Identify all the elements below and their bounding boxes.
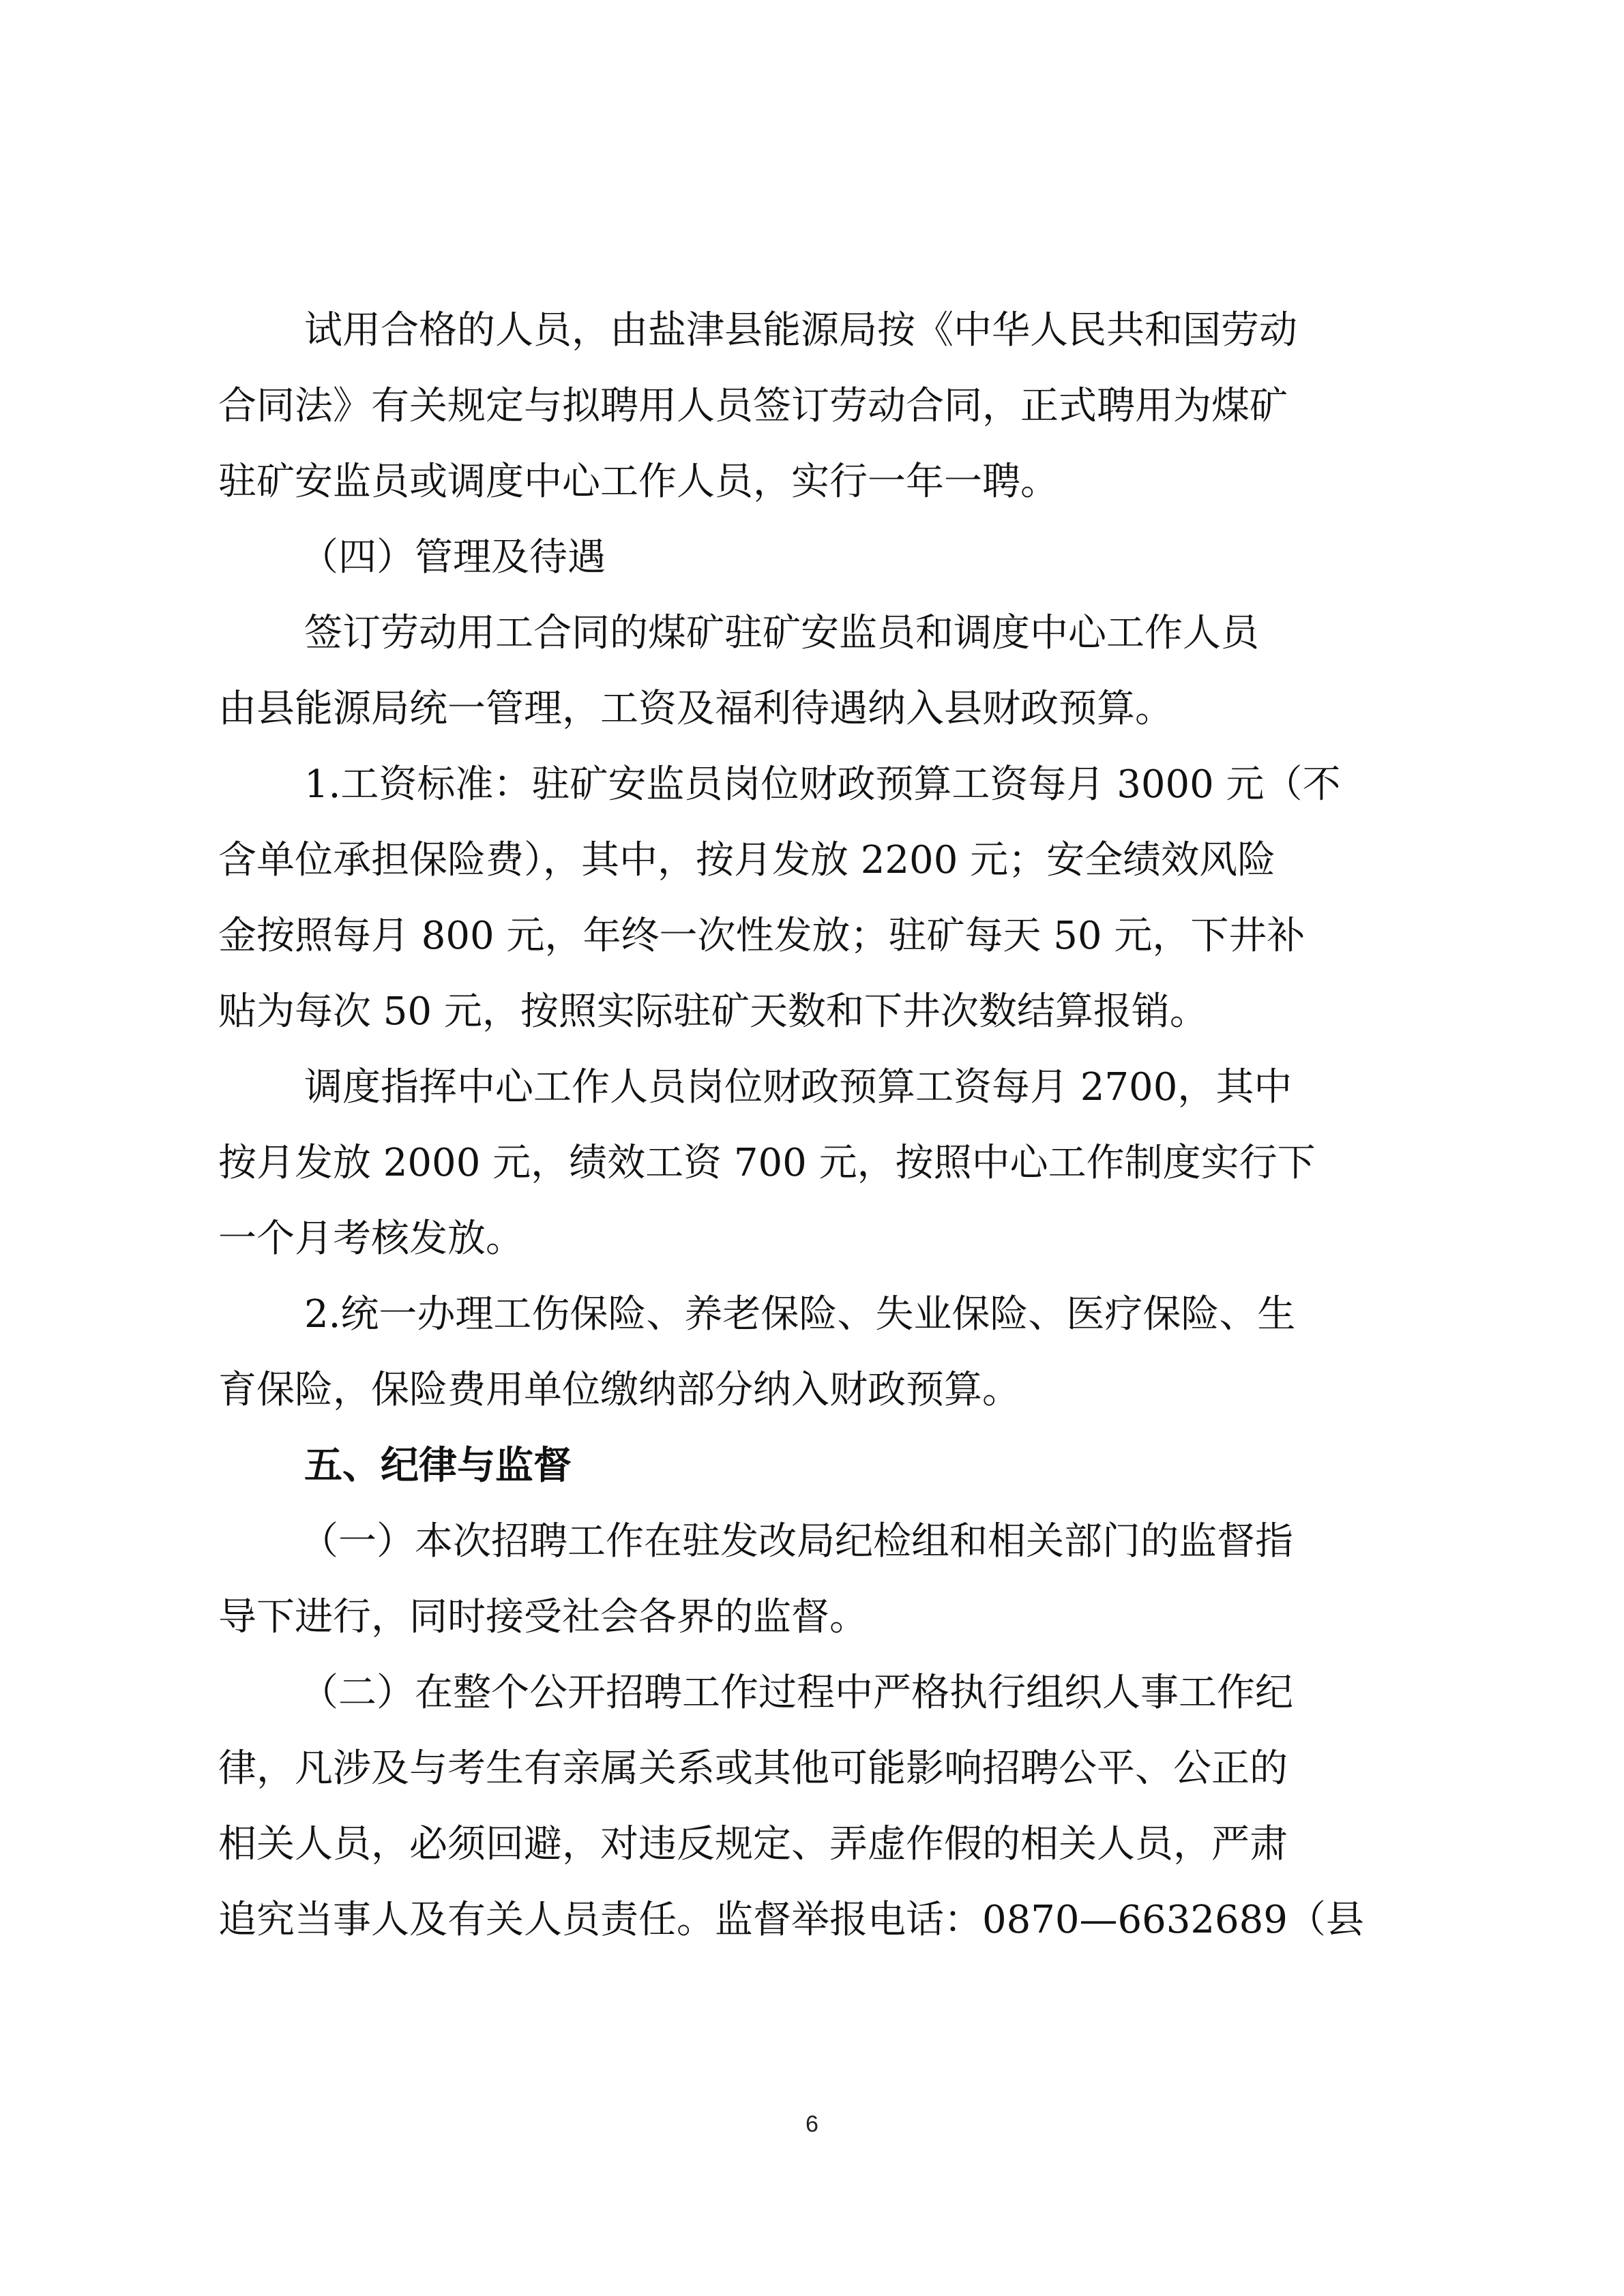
- paragraph-line: [0, 823, 1624, 898]
- line-text: 一个月考核发放。: [218, 1217, 524, 1261]
- page-number: 6: [806, 2111, 818, 2137]
- line-text: （二）在整个公开招聘工作过程中严格执行组织人事工作纪: [300, 1671, 1293, 1715]
- paragraph-line: [0, 974, 1624, 1049]
- paragraph-line: [0, 1353, 1624, 1428]
- line-text: 贴为每次 50 元，按照实际驻矿天数和下井次数结算报销。: [218, 989, 1208, 1034]
- line-text: 1.工资标准：驻矿安监员岗位财政预算工资每月 3000 元（不: [304, 762, 1341, 807]
- line-text: 合同法》有关规定与拟聘用人员签订劳动合同，正式聘用为煤矿: [218, 384, 1288, 428]
- line-text: 2.统一办理工伤保险、养老保险、失业保险、医疗保险、生: [304, 1292, 1296, 1337]
- line-text: 金按照每月 800 元，年终一次性发放；驻矿每天 50 元，下井补: [218, 914, 1305, 958]
- paragraph-line: [0, 1656, 1624, 1731]
- paragraph-line: [0, 1807, 1624, 1882]
- line-text: 按月发放 2000 元，绩效工资 700 元，按照中心工作制度实行下: [218, 1141, 1316, 1185]
- paragraph-line: [0, 1050, 1624, 1125]
- line-text: 追究当事人及有关人员责任。监督举报电话：0870—6632689（县: [218, 1898, 1364, 1942]
- paragraph-line: [0, 293, 1624, 368]
- line-text: 相关人员，必须回避，对违反规定、弄虚作假的相关人员，严肃: [218, 1822, 1288, 1866]
- paragraph-line: [0, 899, 1624, 974]
- paragraph-line: [0, 1580, 1624, 1655]
- section-heading: [0, 1429, 1624, 1504]
- paragraph-line: [0, 1504, 1624, 1579]
- line-text: 导下进行，同时接受社会各界的监督。: [218, 1595, 868, 1639]
- paragraph-line: [0, 1731, 1624, 1806]
- line-text: 调度指挥中心工作人员岗位财政预算工资每月 2700，其中: [304, 1065, 1293, 1109]
- paragraph-line: [0, 1202, 1624, 1277]
- line-text: 五、纪律与监督: [304, 1444, 572, 1488]
- paragraph-line: [0, 1126, 1624, 1201]
- line-text: 含单位承担保险费），其中，按月发放 2200 元；安全绩效风险: [218, 838, 1276, 882]
- line-text: 试用合格的人员，由盐津县能源局按《中华人民共和国劳动: [304, 308, 1297, 353]
- line-text: （四）管理及待遇: [300, 535, 606, 580]
- paragraph-line: [0, 445, 1624, 520]
- line-text: 驻矿安监员或调度中心工作人员，实行一年一聘。: [218, 460, 1059, 504]
- line-text: 律，凡涉及与考生有亲属关系或其他可能影响招聘公平、公正的: [218, 1746, 1288, 1791]
- line-text: 育保险，保险费用单位缴纳部分纳入财政预算。: [218, 1368, 1020, 1412]
- line-text: （一）本次招聘工作在驻发改局纪检组和相关部门的监督指: [300, 1519, 1293, 1564]
- section-subheading: [0, 520, 1624, 595]
- paragraph-line: [0, 1883, 1624, 1958]
- paragraph-line: [0, 672, 1624, 747]
- line-text: 由县能源局统一管理，工资及福利待遇纳入县财政预算。: [218, 687, 1173, 731]
- paragraph-line: [0, 1277, 1624, 1352]
- paragraph-line: [0, 596, 1624, 671]
- line-text: 签订劳动用工合同的煤矿驻矿安监员和调度中心工作人员: [304, 611, 1259, 655]
- paragraph-line: [0, 369, 1624, 444]
- paragraph-line: [0, 747, 1624, 822]
